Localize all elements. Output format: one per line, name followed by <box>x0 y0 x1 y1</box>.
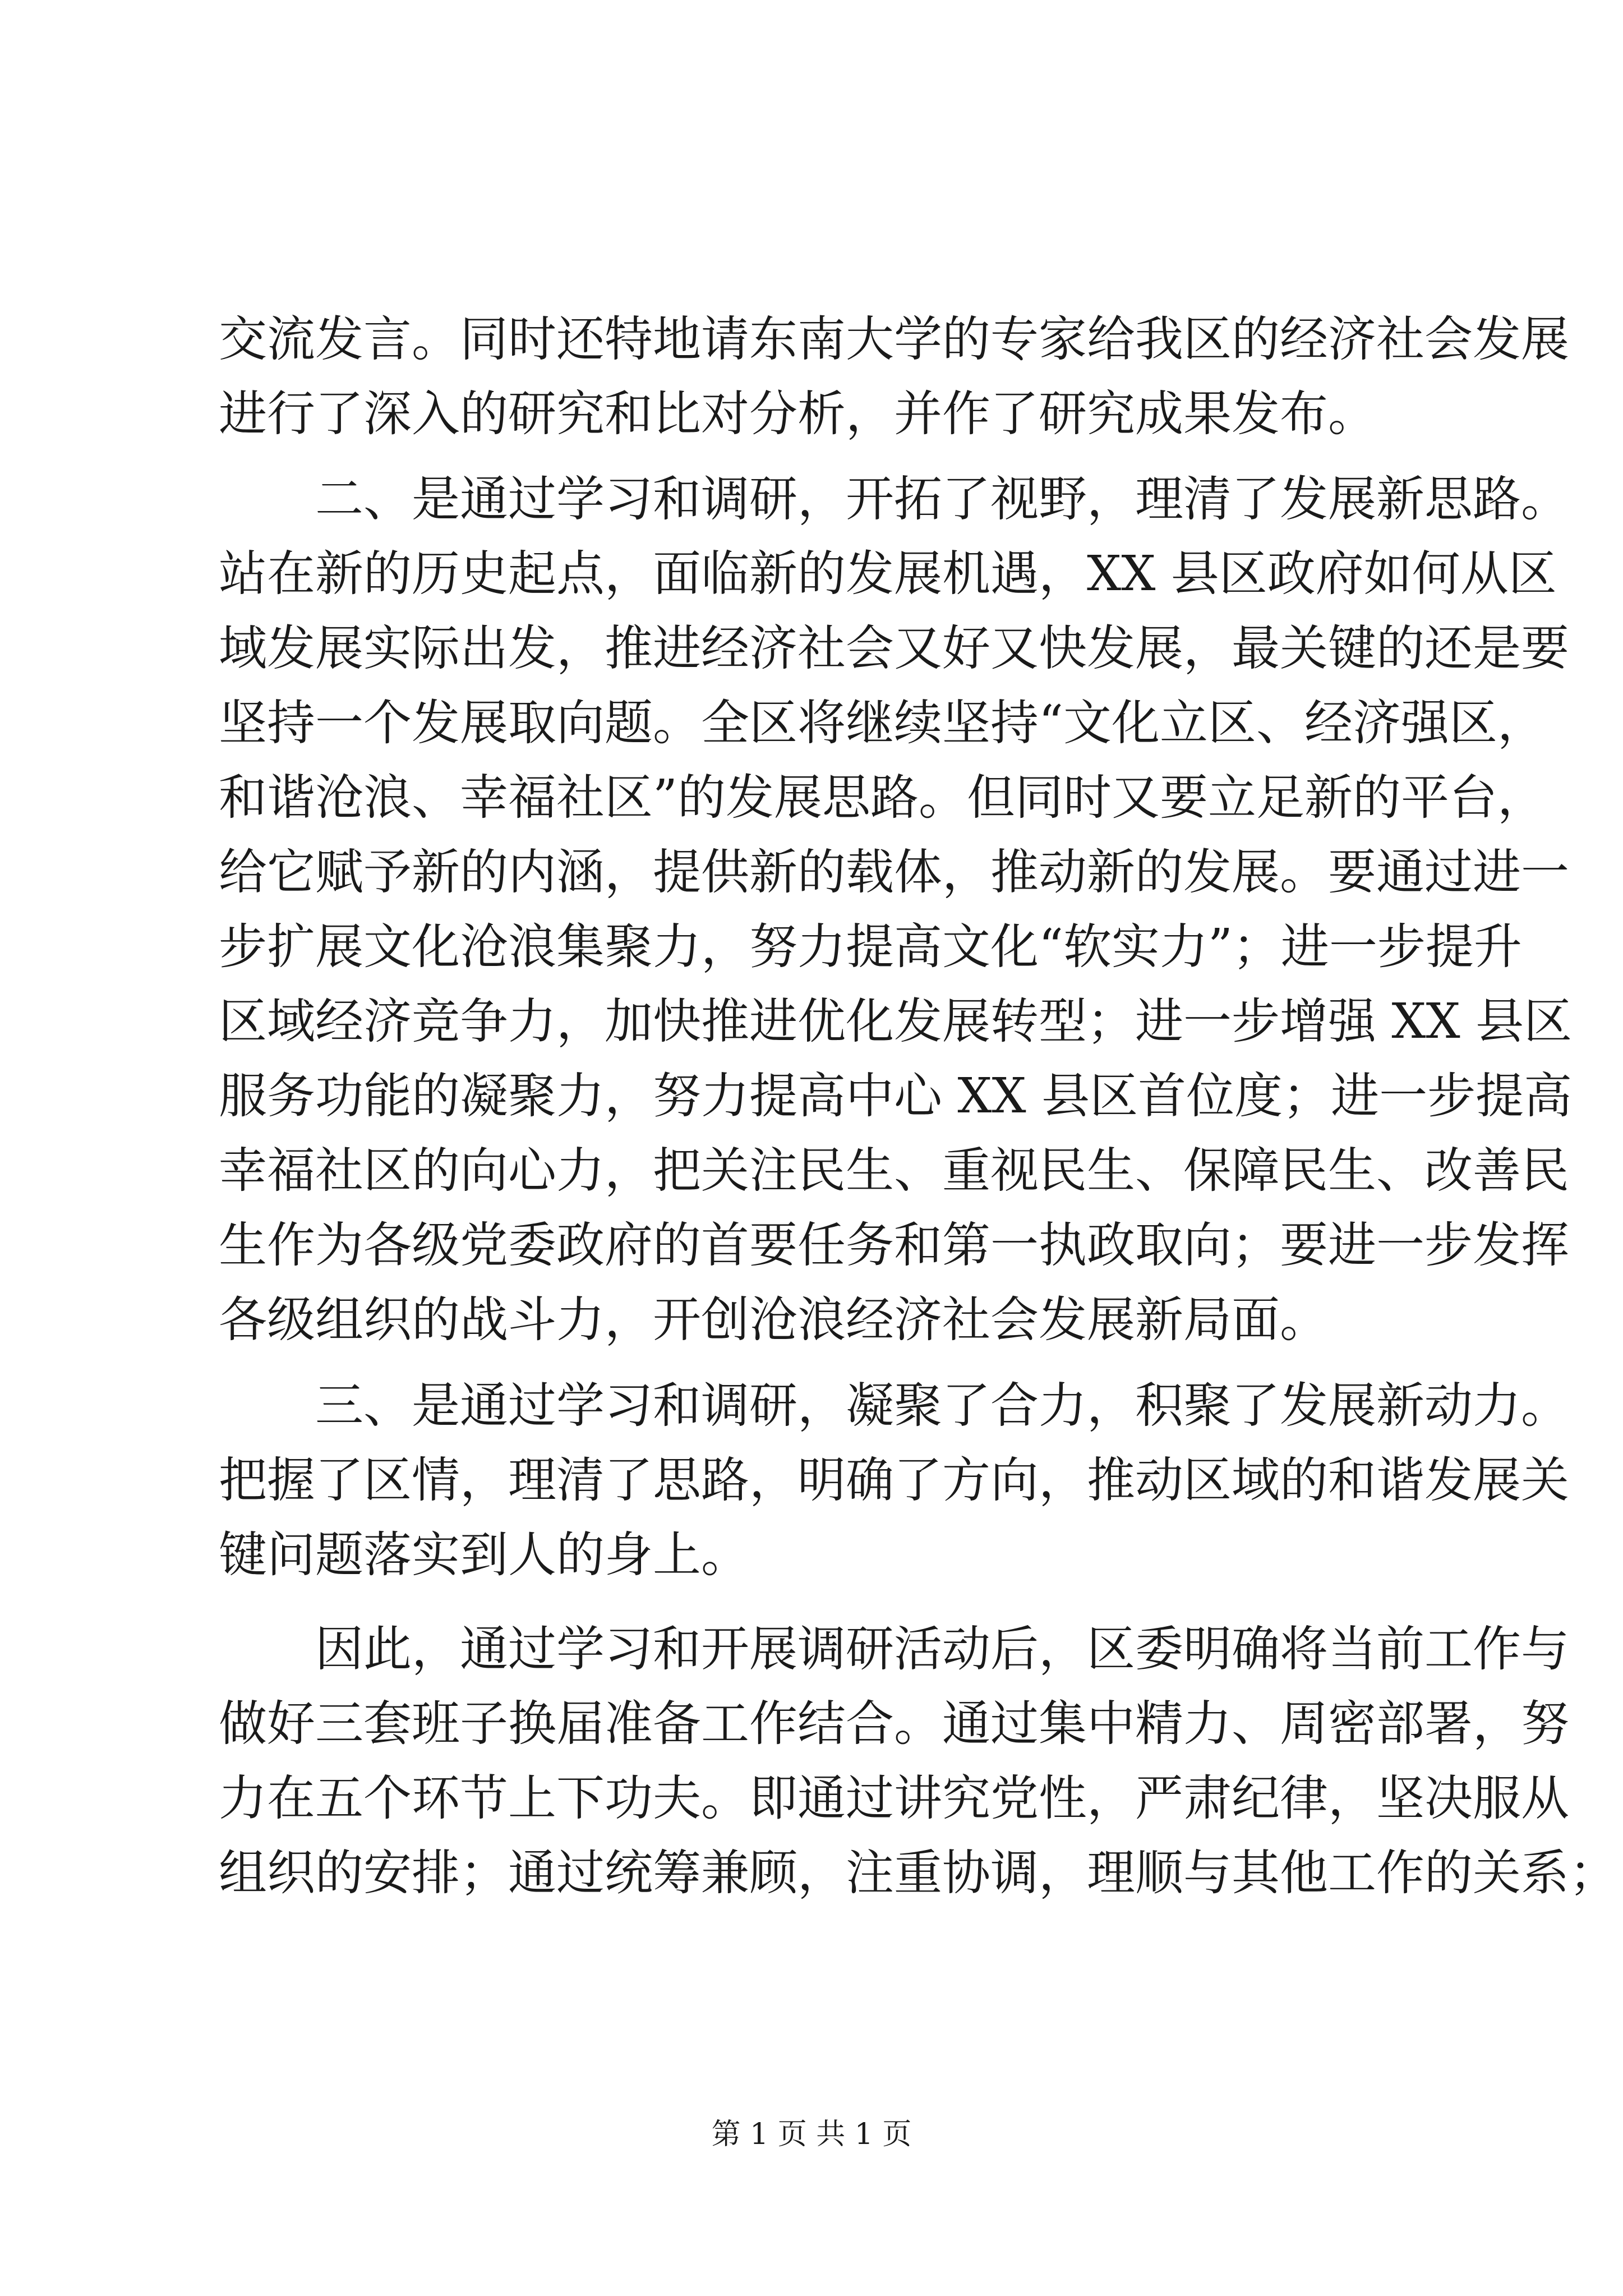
text-line: 三、是通过学习和调研，凝聚了合力，积聚了发展新动力。 <box>219 1378 1569 1434</box>
text-line: 各级组织的战斗力，开创沧浪经济社会发展新局面。 <box>219 1292 1328 1348</box>
text-line: 力在五个环节上下功夫。即通过讲究党性，严肃纪律，坚决服从 <box>219 1770 1569 1826</box>
text-line: 站在新的历史起点，面临新的发展机遇，XX 县区政府如何从区 <box>219 546 1557 602</box>
text-line: 因此，通过学习和开展调研活动后，区委明确将当前工作与 <box>219 1621 1569 1677</box>
text-line: 坚持一个发展取向题。全区将继续坚持“文化立区、经济强区， <box>219 695 1546 751</box>
text-line: 交流发言。同时还特地请东南大学的专家给我区的经济社会发展 <box>219 311 1569 367</box>
text-line: 组织的安排；通过统筹兼顾，注重协调，理顺与其他工作的关系； <box>219 1845 1617 1901</box>
text-line: 域发展实际出发，推进经济社会又好又快发展，最关键的还是要 <box>219 620 1569 677</box>
text-line: 步扩展文化沧浪集聚力，努力提高文化“软实力”；进一步提升 <box>219 919 1522 975</box>
text-line: 区域经济竞争力，加快推进优化发展转型；进一步增强 XX 县区 <box>219 993 1573 1050</box>
text-line: 给它赋予新的内涵，提供新的载体，推动新的发展。要通过进一 <box>219 844 1569 900</box>
text-line: 服务功能的凝聚力，努力提高中心 XX 县区首位度；进一步提高 <box>219 1068 1573 1124</box>
text-line: 二、是通过学习和调研，开拓了视野，理清了发展新思路。 <box>219 471 1569 527</box>
text-line: 生作为各级党委政府的首要任务和第一执政取向；要进一步发挥 <box>219 1217 1569 1273</box>
text-line: 做好三套班子换届准备工作结合。通过集中精力、周密部署，努 <box>219 1696 1569 1752</box>
text-line: 把握了区情，理清了思路，明确了方向，推动区域的和谐发展关 <box>219 1452 1569 1508</box>
text-line: 幸福社区的向心力，把关注民生、重视民生、保障民生、改善民 <box>219 1143 1569 1199</box>
text-line: 和谐沧浪、幸福社区”的发展思路。但同时又要立足新的平台， <box>219 770 1546 826</box>
page-footer: 第 1 页 共 1 页 <box>711 2118 912 2151</box>
text-line: 键问题落实到人的身上。 <box>219 1527 749 1583</box>
text-line: 进行了深入的研究和比对分析，并作了研究成果发布。 <box>219 386 1376 442</box>
